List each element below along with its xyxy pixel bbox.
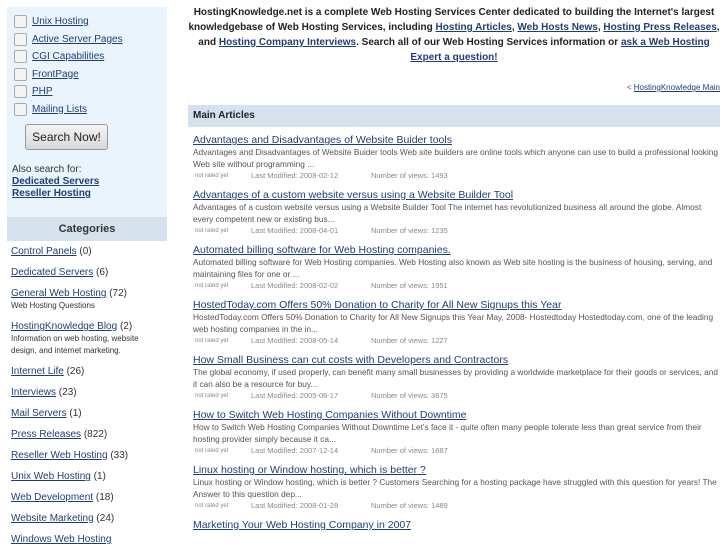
categories-heading: Categories: [7, 217, 167, 241]
category-item: [11, 534, 166, 546]
search-option-link[interactable]: CGI Capabilities: [32, 51, 105, 62]
also-search: [12, 164, 99, 199]
category-item: [11, 471, 166, 483]
article-modified: Last Modified: 2008-05-14: [251, 336, 339, 345]
category-count: (1): [69, 408, 82, 419]
press-releases-link[interactable]: Hosting Press Releases: [603, 22, 717, 33]
category-link[interactable]: Website Marketing: [11, 513, 94, 524]
article-title-link[interactable]: Advantages and Disadvantages of Website Buider tools: [193, 134, 452, 146]
article-meta: [193, 445, 720, 457]
category-item: [11, 246, 166, 258]
article-meta: [193, 225, 720, 237]
article-meta: [193, 500, 720, 512]
article-views: Number of views: 1687: [371, 446, 448, 455]
article-title-link[interactable]: HostedToday.com Offers 50% Donation to Charity for All New Signups this Year: [193, 299, 562, 311]
category-count: (1): [93, 471, 106, 482]
category-link[interactable]: Unix Web Hosting: [11, 471, 91, 482]
category-item: [11, 450, 166, 462]
category-item: [11, 387, 166, 399]
article-title-link[interactable]: Automated billing software for Web Hosting companies.: [193, 244, 451, 256]
article-modified: Last Modified: 2008-02-02: [251, 281, 339, 290]
article-rating: not rated yet: [195, 393, 229, 399]
article-item: [193, 243, 720, 292]
category-link[interactable]: Interviews: [11, 387, 57, 398]
intro-text-part: , and: [198, 22, 720, 48]
checkbox[interactable]: [14, 103, 27, 116]
search-option: [14, 85, 53, 98]
article-rating: not rated yet: [195, 173, 229, 179]
article-views: Number of views: 1227: [371, 336, 448, 345]
category-item: [11, 429, 166, 441]
article-rating: not rated yet: [195, 448, 229, 454]
article-item: [193, 408, 720, 457]
category-link[interactable]: Press Releases: [11, 429, 82, 440]
category-count: (6): [96, 267, 109, 278]
dedicated-servers-link[interactable]: Dedicated Servers: [12, 176, 100, 187]
category-description: Information on web hosting, website design, and internet marketing.: [11, 334, 139, 355]
checkbox[interactable]: [14, 33, 27, 46]
category-link[interactable]: Web Development: [11, 492, 94, 503]
search-option-link[interactable]: Mailing Lists: [32, 103, 88, 115]
search-now-button[interactable]: Search Now!: [25, 124, 108, 150]
category-item: [11, 492, 166, 504]
article-summary: HostedToday.com Offers 50% Donation to Charity for All New Signups this Year May, 2008- Hostedtoday Hostedtoday.com, one of the leading web hosting companies in the in...: [193, 312, 714, 334]
category-count: (2): [119, 321, 133, 332]
article-rating: not rated yet: [195, 283, 229, 289]
article-meta: [193, 390, 720, 402]
category-item: [11, 408, 166, 420]
article-modified: Last Modified: 2005-06-17: [251, 391, 339, 400]
article-modified: Last Modified: 2008-04-01: [251, 226, 339, 235]
article-summary: How to Switch Web Hosting Companies Without Downtime Let's face it - quite often many people tolerate less than great service from their hosting provider simply because it ca...: [193, 422, 702, 444]
article-meta: [193, 335, 720, 347]
checkbox[interactable]: [14, 15, 27, 28]
interviews-link[interactable]: Hosting Company Interviews: [218, 37, 357, 48]
category-item: [11, 366, 166, 378]
article-summary: Advantages of a custom website versus using a Website Builder Tool The internet has revolutionized business all around the globe. Almost every competent new or existing bus...: [193, 202, 702, 224]
article-views: Number of views: 3675: [371, 391, 448, 400]
article-summary: The global economy, if used properly, can benefit many small businesses by providing a worldwide marketplace for their goods or services, and it can also be a resource for buy...: [193, 367, 718, 389]
category-count: (18): [95, 492, 114, 503]
category-item: [11, 321, 166, 357]
article-item: [193, 518, 720, 532]
intro-text: [188, 5, 720, 65]
search-option-link[interactable]: FrontPage: [32, 68, 79, 80]
article-list: [188, 133, 720, 532]
main-link[interactable]: HostingKnowledge Main: [633, 83, 720, 92]
checkbox[interactable]: [14, 85, 27, 98]
article-views: Number of views: 1493: [371, 171, 448, 180]
category-item: [11, 288, 166, 312]
category-count: (33): [110, 450, 129, 461]
article-item: [193, 188, 720, 237]
intro-text-part: HostingKnowledge.net is a complete Web Hosting Services Center dedicated to building the Internet's largest knowledgebase of Web Hosting Services, including: [188, 7, 715, 33]
category-count: (24): [96, 513, 115, 524]
category-link[interactable]: Mail Servers: [11, 408, 67, 419]
category-item: [11, 513, 166, 525]
category-count: (0): [79, 246, 92, 257]
search-option: [14, 33, 123, 46]
article-modified: Last Modified: 2008-02-12: [251, 171, 339, 180]
web-hosts-news-link[interactable]: Web Hosts News: [517, 22, 598, 33]
article-title-link[interactable]: Advantages of a custom website versus using a Website Builder Tool: [193, 189, 514, 201]
breadcrumb: [188, 83, 720, 92]
hosting-articles-link[interactable]: Hosting Articles: [435, 22, 512, 33]
search-panel: [7, 7, 167, 217]
article-title-link[interactable]: How to Switch Web Hosting Companies Without Downtime: [193, 409, 467, 421]
category-count: (822): [83, 429, 108, 440]
search-option: [14, 68, 79, 81]
category-count: (26): [66, 366, 85, 377]
article-rating: not rated yet: [195, 228, 229, 234]
search-option: [14, 15, 89, 28]
article-rating: not rated yet: [195, 503, 229, 509]
checkbox[interactable]: [14, 50, 27, 63]
also-search-label: Also search for:: [12, 164, 82, 175]
article-title-link[interactable]: Marketing Your Web Hosting Company in 2007: [193, 519, 412, 531]
checkbox[interactable]: [14, 68, 27, 81]
article-title-link[interactable]: Linux hosting or Window hosting, which is better ?: [193, 464, 426, 476]
category-link[interactable]: Control Panels: [11, 246, 77, 257]
reseller-hosting-link[interactable]: Reseller Hosting: [12, 188, 91, 199]
category-link[interactable]: Reseller Web Hosting: [11, 450, 108, 461]
article-item: [193, 353, 720, 402]
category-description: Web Hosting Questions: [11, 301, 95, 310]
search-option-link[interactable]: PHP: [32, 86, 53, 97]
main-content: [188, 0, 720, 532]
article-item: [193, 298, 720, 347]
article-rating: not rated yet: [195, 338, 229, 344]
category-link[interactable]: Internet Life: [11, 366, 64, 377]
main-articles-heading: Main Articles: [188, 105, 720, 127]
category-link[interactable]: Dedicated Servers: [11, 267, 94, 278]
article-summary: Advantages and Disadvantages of Website Buider tools Web site builders are online tools which anyone can use to build a professional looking Web site without programming ...: [193, 147, 719, 169]
article-item: [193, 133, 720, 182]
category-link[interactable]: General Web Hosting: [11, 288, 107, 299]
article-views: Number of views: 1235: [371, 226, 448, 235]
intro-text-part: . Search all of our Web Hosting Services information or: [356, 37, 621, 48]
article-summary: Linux hosting or Window hosting, which is better ? Customers Searching for a hosting package have struggled with this question for years! The Answer to this question dep...: [193, 477, 717, 499]
article-views: Number of views: 1489: [371, 501, 448, 510]
category-list: [11, 246, 166, 555]
article-item: [193, 463, 720, 512]
article-modified: Last Modified: 2007-12-14: [251, 446, 339, 455]
search-option: [14, 50, 104, 63]
category-count: (72): [109, 288, 127, 299]
article-modified: Last Modified: 2008-01-28: [251, 501, 339, 510]
article-views: Number of views: 1951: [371, 281, 448, 290]
category-link[interactable]: HostingKnowledge Blog: [11, 321, 118, 332]
article-title-link[interactable]: How Small Business can cut costs with Developers and Contractors: [193, 354, 509, 366]
article-meta: [193, 170, 720, 182]
article-summary: Automated billing software for Web Hosting companies. Web Hosting also known as Web site hosting is the business of housing, serving, and maintaining files for one or ...: [193, 257, 713, 279]
intro-text-part: ,: [597, 22, 604, 33]
article-meta: [193, 280, 720, 292]
search-option: [14, 103, 87, 116]
ask-expert-link[interactable]: ask a Web Hosting Expert a question!: [410, 37, 710, 63]
search-option-link[interactable]: Active Server Pages: [32, 33, 123, 45]
category-item: [11, 267, 166, 279]
intro-text-part: ,: [511, 22, 518, 33]
breadcrumb-prefix: <: [626, 83, 634, 92]
search-option-link[interactable]: Unix Hosting: [32, 16, 89, 27]
category-count: (23): [58, 387, 77, 398]
category-link[interactable]: Windows Web Hosting: [11, 534, 112, 545]
